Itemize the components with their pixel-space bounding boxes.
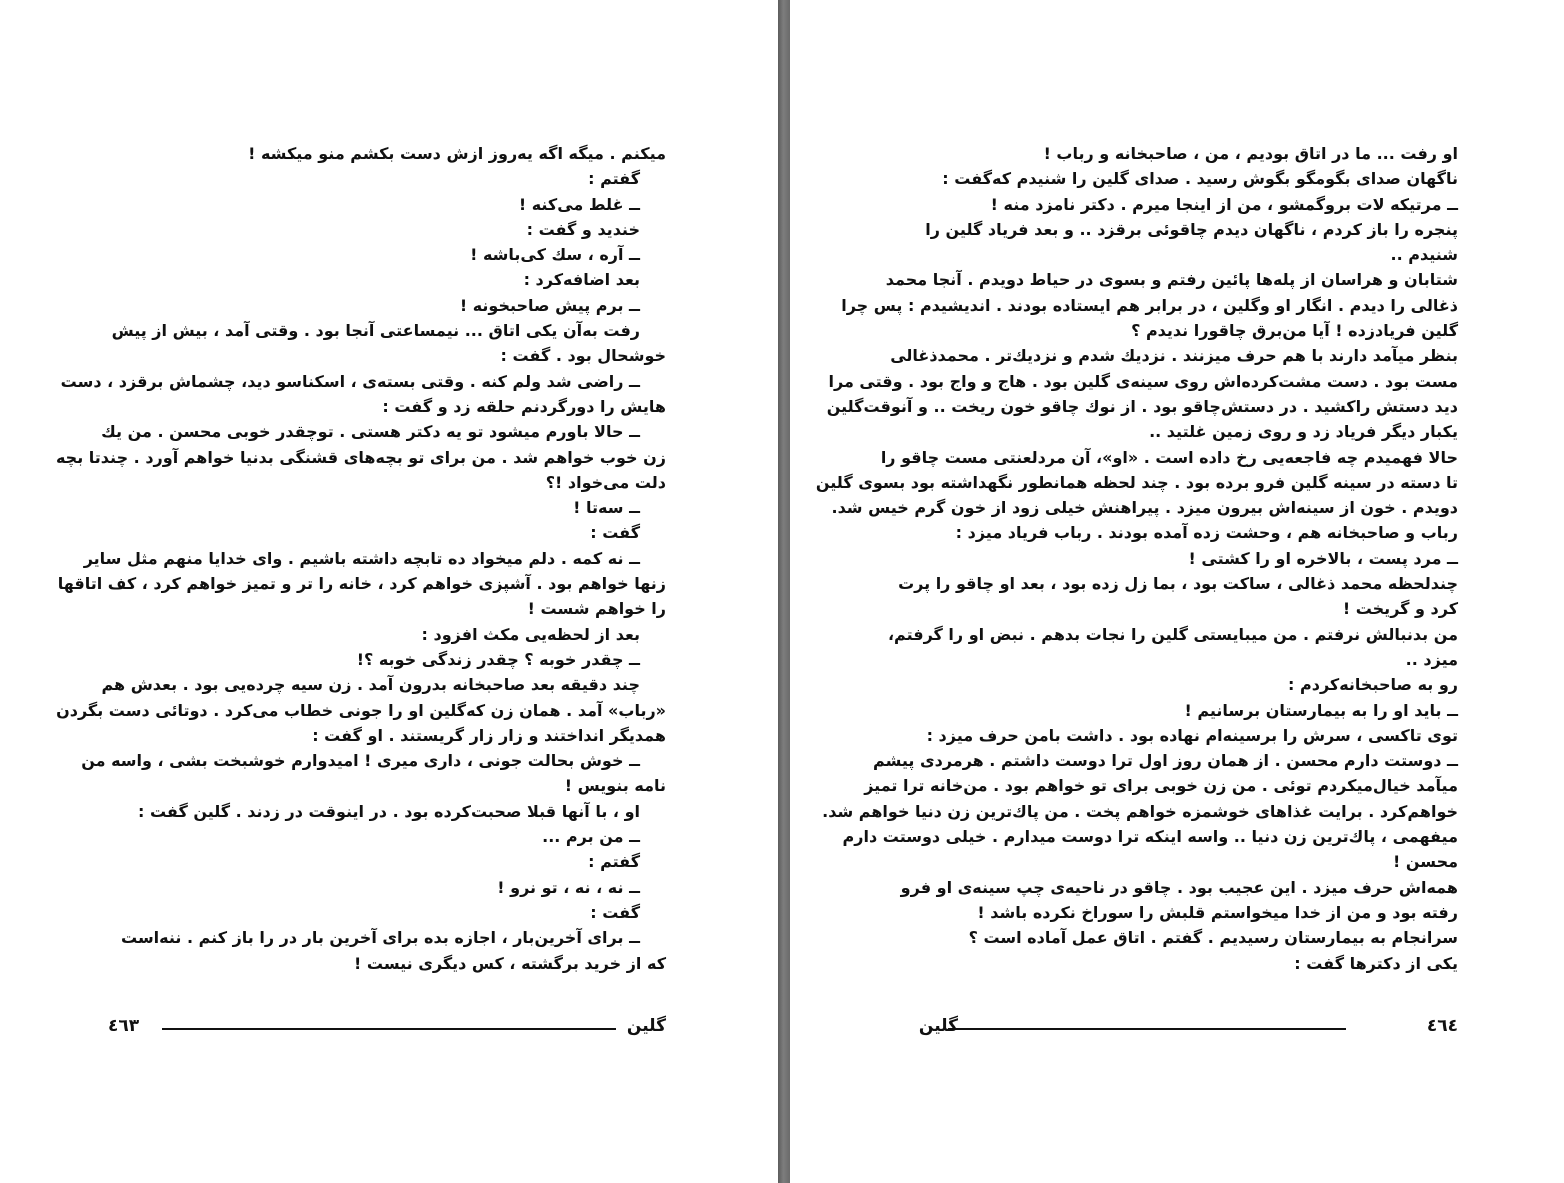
text-line: شتابان و هراسان از پله‌ها پائین رفتم و بسوی در حیاط دویدم . آنجا محمد (885, 270, 1458, 290)
text-line: بعد اضافه‌کرد : (523, 270, 640, 290)
text-line: ــ سه‌تا ! (573, 498, 640, 518)
text-line: رو به صاحبخانه‌کردم : (1288, 675, 1458, 695)
footer-rule (948, 1028, 1346, 1030)
text-line: ــ باید او را به بیمارستان برسانیم ! (1184, 700, 1458, 720)
page-number: ٤٦٣ (108, 1016, 140, 1036)
running-title: گلین (918, 1016, 958, 1036)
text-line: ــ خوش بحالت جونی ، داری میری ! امیدوارم خوشبخت بشی ، واسه من (81, 751, 640, 771)
text-line: او ، با آنها قبلا صحبت‌کرده بود . در اینوقت در زدند . گلین گفت : (138, 801, 640, 821)
text-line: بعد از لحظه‌یی مکث افزود : (421, 624, 640, 644)
running-title: گلین (626, 1016, 666, 1036)
right-page (790, 0, 1564, 1183)
text-line: که از خرید برگشته ، کس دیگری نیست ! (354, 953, 666, 973)
text-line: سرانجام به بیمارستان رسیدیم . گفتم . اتاق عمل آماده است ؟ (968, 928, 1458, 948)
text-line: چند دقیقه بعد صاحبخانه بدرون آمد . زن سیه چرده‌یی بود . بعدش هم (101, 675, 640, 695)
text-line: دید دستش راکشید . در دستش‌چاقو بود . از نوك چاقو خون ریخت .. و آنوقت‌گلین (826, 396, 1458, 416)
right-page-footer (892, 1016, 1458, 1042)
text-line: دویدم . خون از سینه‌اش بیرون میزد . پیراهنش خیلی زود از خون گرم خیس شد. (831, 498, 1458, 518)
text-line: محسن ! (1393, 852, 1458, 872)
text-line: کرد و گریخت ! (1342, 599, 1458, 619)
text-line: من بدنبالش نرفتم . من میبایستی گلین را نجات بدهم . نبض او را گرفتم، (887, 624, 1458, 644)
text-line: رباب و صاحبخانه هم ، وحشت زده آمده بودند . رباب فریاد میزد : (955, 523, 1458, 543)
text-line: ذغالی را دیدم . انگار او وگلین ، در برابر هم ایستاده بودند . اندیشیدم : پس چرا (841, 295, 1458, 315)
text-line: همدیگر انداختند و زار زار گریستند . او گفت : (312, 725, 666, 745)
text-line: گفت : (590, 523, 640, 543)
left-page-text (55, 141, 666, 976)
text-line: ــ مرتیکه لات بروگمشو ، من از اینجا میرم . دکتر نامزد منه ! (990, 194, 1458, 214)
text-line: زن خوب خواهم شد . من برای تو بچه‌های قشنگی بدنیا خواهم آورد . چندتا بچه (55, 447, 666, 467)
book-gutter (778, 0, 790, 1183)
text-line: خواهم‌کرد . برایت غذاهای خوشمزه خواهم پخت . من پاك‌ترین زن دنیا خواهم شد. (822, 801, 1458, 821)
text-line: شنیدم .. (1390, 245, 1458, 265)
text-line: هایش را دورگردنم حلقه زد و گفت : (382, 396, 666, 416)
text-line: ــ آره ، سك کی‌باشه ! (470, 245, 640, 265)
text-line: میزد .. (1405, 649, 1458, 669)
left-page-footer (108, 1016, 666, 1042)
text-line: همه‌اش حرف میزد . این عجیب بود . چاقو در ناحیه‌ی چپ سینه‌ی او فرو (900, 877, 1458, 897)
text-line: دلت می‌خواد !؟ (545, 472, 666, 492)
text-line: یکبار دیگر فریاد زد و روی زمین غلتید .. (1149, 422, 1458, 442)
text-line: میآمد خیال‌میکردم توئی . من زن خوبی برای تو خواهم بود . من‌خانه ترا تمیز (864, 776, 1458, 796)
text-line: خندید و گفت : (526, 219, 640, 239)
text-line: زنها خواهم بود . آشپزی خواهم کرد ، خانه را تر و تمیز خواهم کرد ، کف اتاقها (57, 574, 666, 594)
text-line: ــ من برم ... (542, 827, 640, 847)
left-page (0, 0, 778, 1183)
text-line: ــ نه ، نه ، تو نرو ! (497, 877, 640, 897)
footer-rule (162, 1028, 616, 1030)
text-line: «رباب» آمد . همان زن که‌گلین او را جونی خطاب می‌کرد . دوتائی دست بگردن (56, 700, 666, 720)
text-line: رفته بود و من از خدا میخواستم قلبش را سوراخ نکرده باشد ! (977, 902, 1458, 922)
text-line: او رفت ... ما در اتاق بودیم ، من ، صاحبخانه و رباب ! (1043, 144, 1458, 163)
text-line: ــ چقدر خوبه ؟ چقدر زندگی خوبه ؟! (356, 649, 640, 669)
text-line: ــ حالا باورم میشود تو یه دکتر هستی . توچقدر خوبی محسن . من یك (101, 422, 640, 442)
text-line: گفت : (590, 902, 640, 922)
text-line: ناگهان صدای بگومگو بگوش رسید . صدای گلین را شنیدم که‌گفت : (942, 169, 1458, 189)
text-line: حالا فهمیدم چه فاجعه‌یی رخ داده است . «او»، آن مردلعنتی مست چاقو را (880, 447, 1458, 467)
text-line: پنجره را باز کردم ، ناگهان دیدم چاقوئی برقزد .. و بعد فریاد گلین را (925, 219, 1458, 239)
text-line: مست بود . دست مشت‌کرده‌اش روی سینه‌ی گلین بود . هاج و واج بود . وقتی مرا (828, 371, 1458, 391)
text-line: خوشحال بود . گفت : (500, 346, 666, 366)
text-line: میکنم . میگه اگه یه‌روز ازش دست بکشم منو میکشه ! (248, 144, 666, 163)
text-line: ــ راضی شد ولم کنه . وقتی بسته‌ی ، اسکناسو دید، چشماش برقزد ، دست (60, 371, 640, 391)
text-line: ــ برم پیش صاحبخونه ! (459, 295, 640, 315)
text-line: میفهمی ، پاك‌ترین زن دنیا .. واسه اینکه ترا دوست میدارم . خیلی دوستت دارم (842, 827, 1458, 847)
text-line: ــ برای آخرین‌بار ، اجازه بده برای آخرین بار در را باز کنم . ننه‌است (121, 928, 640, 948)
text-line: چندلحظه محمد ذغالی ، ساکت بود ، بما زل زده بود ، بعد او چاقو را پرت (898, 574, 1458, 594)
text-line: گفتم : (588, 169, 640, 189)
text-line: گفتم : (588, 852, 640, 872)
text-line: نامه بنویس ! (564, 776, 666, 796)
page-number: ٤٦٤ (1426, 1016, 1458, 1036)
text-line: ــ مرد پست ، بالاخره او را کشتی ! (1188, 548, 1458, 568)
text-line: ــ غلط می‌کنه ! (518, 194, 640, 214)
text-line: توی تاکسی ، سرش را برسینه‌ام نهاده بود . داشت بامن حرف میزد : (926, 725, 1458, 745)
text-line: بنظر میآمد دارند با هم حرف میزنند . نزدیك شدم و نزدیك‌تر . محمدذغالی (890, 346, 1458, 366)
text-line: ــ دوستت دارم محسن . از همان روز اول ترا دوست داشتم . هرمردی پیشم (873, 751, 1458, 771)
text-line: گلین فریادزده ! آیا من‌برق چاقورا ندیدم ؟ (1131, 321, 1458, 341)
text-line: تا دسته در سینه گلین فرو برده بود . چند لحظه همانطور نگهداشته بود بسوی گلین (815, 472, 1458, 492)
right-page-text (815, 141, 1458, 976)
text-line: یکی از دکترها گفت : (1294, 953, 1458, 973)
text-line: ــ نه کمه . دلم میخواد ده تابچه داشته باشیم . وای خدایا منهم مثل سایر (83, 548, 640, 568)
text-line: رفت به‌آن یکی اتاق ... نیمساعتی آنجا بود . وقتی آمد ، بیش از پیش (111, 321, 640, 341)
text-line: را خواهم شست ! (527, 599, 666, 619)
